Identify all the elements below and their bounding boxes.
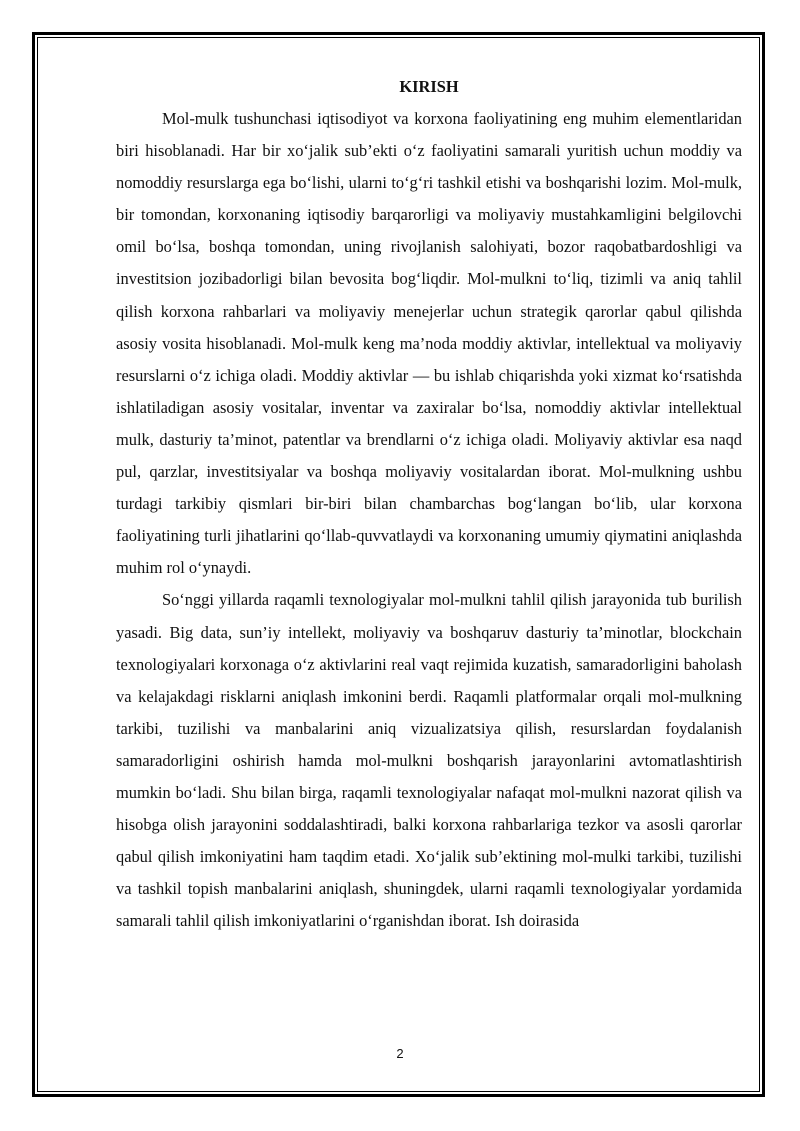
document-body [116, 74, 742, 937]
section-heading: KIRISH [399, 77, 459, 96]
paragraph-1: Mol-mulk tushunchasi iqtisodiyot va korxona faoliyatining eng muhim elementlaridan biri hisoblanadi. Har bir xo‘jalik sub’ekti o‘z faoliyatini samarali yuritish uchun moddiy va nomoddiy resurslarga ega bo‘lishi, ularni to‘g‘ri tashkil etishi va boshqarishi lozim. Mol-mulk, bir tomondan, korxonaning iqtisodiy barqarorligi va moliyaviy mustahkamligini belgilovchi omil bo‘lsa, boshqa tomondan, uning rivojlanish salohiyati, bozor raqobatbardoshligi va investitsion jozibadorligi bilan bevosita bog‘liqdir. Mol-mulkni to‘liq, tizimli va aniq tahlil qilish korxona rahbarlari va moliyaviy menejerlar uchun strategik qarorlar qabul qilishda asosiy vosita hisoblanadi. Mol-mulk keng ma’noda moddiy aktivlar, intellektual va moliyaviy resurslarni o‘z ichiga oladi. Moddiy aktivlar — bu ishlab chiqarishda yoki xizmat ko‘rsatishda ishlatiladigan asosiy vositalar, inventar va zaxiralar bo‘lsa, nomoddiy aktivlar intellektual mulk, dasturiy ta’minot, patentlar va brendlarni o‘z ichiga oladi. Moliyaviy aktivlar esa naqd pul, qarzlar, investitsiyalar va boshqa moliyaviy vositalardan iborat. Mol-mulkning ushbu turdagi tarkibiy qismlari bir-biri bilan chambarchas bog‘langan bo‘lib, ular korxona faoliyatining turli jihatlarini qo‘llab-quvvatlaydi va korxonaning umumiy qiymatini aniqlashda muhim rol o‘ynaydi. [116, 109, 742, 578]
paragraph-2: So‘nggi yillarda raqamli texnologiyalar mol-mulkni tahlil qilish jarayonida tub burilish yasadi. Big data, sun’iy intellekt, moliyaviy va boshqaruv dasturiy ta’minotlar, blockchain texnologiyalari korxonaga o‘z aktivlarini real vaqt rejimida kuzatish, samaradorligini baholash va kelajakdagi risklarni aniqlash imkonini berdi. Raqamli platformalar orqali mol-mulkning tarkibi, tuzilishi va manbalarini aniq vizualizatsiya qilish, resurslardan foydalanish samaradorligini oshirish hamda mol-mulkni boshqarish jarayonlarini avtomatlashtirish mumkin bo‘ladi. Shu bilan birga, raqamli texnologiyalar nafaqat mol-mulkni nazorat qilish va hisobga olish jarayonini soddalashtiradi, balki korxona rahbarlariga tezkor va asosli qarorlar qabul qilish imkoniyatini ham taqdim etadi. Xo‘jalik sub’ektining mol-mulki tarkibi, tuzilishi va tashkil topish manbalarini aniqlash, shuningdek, ularni raqamli texnologiyalar yordamida samarali tahlil qilish imkoniyatlarini o‘rganishdan iborat. Ish doirasida [116, 590, 742, 931]
page-number: 2 [396, 1046, 404, 1061]
